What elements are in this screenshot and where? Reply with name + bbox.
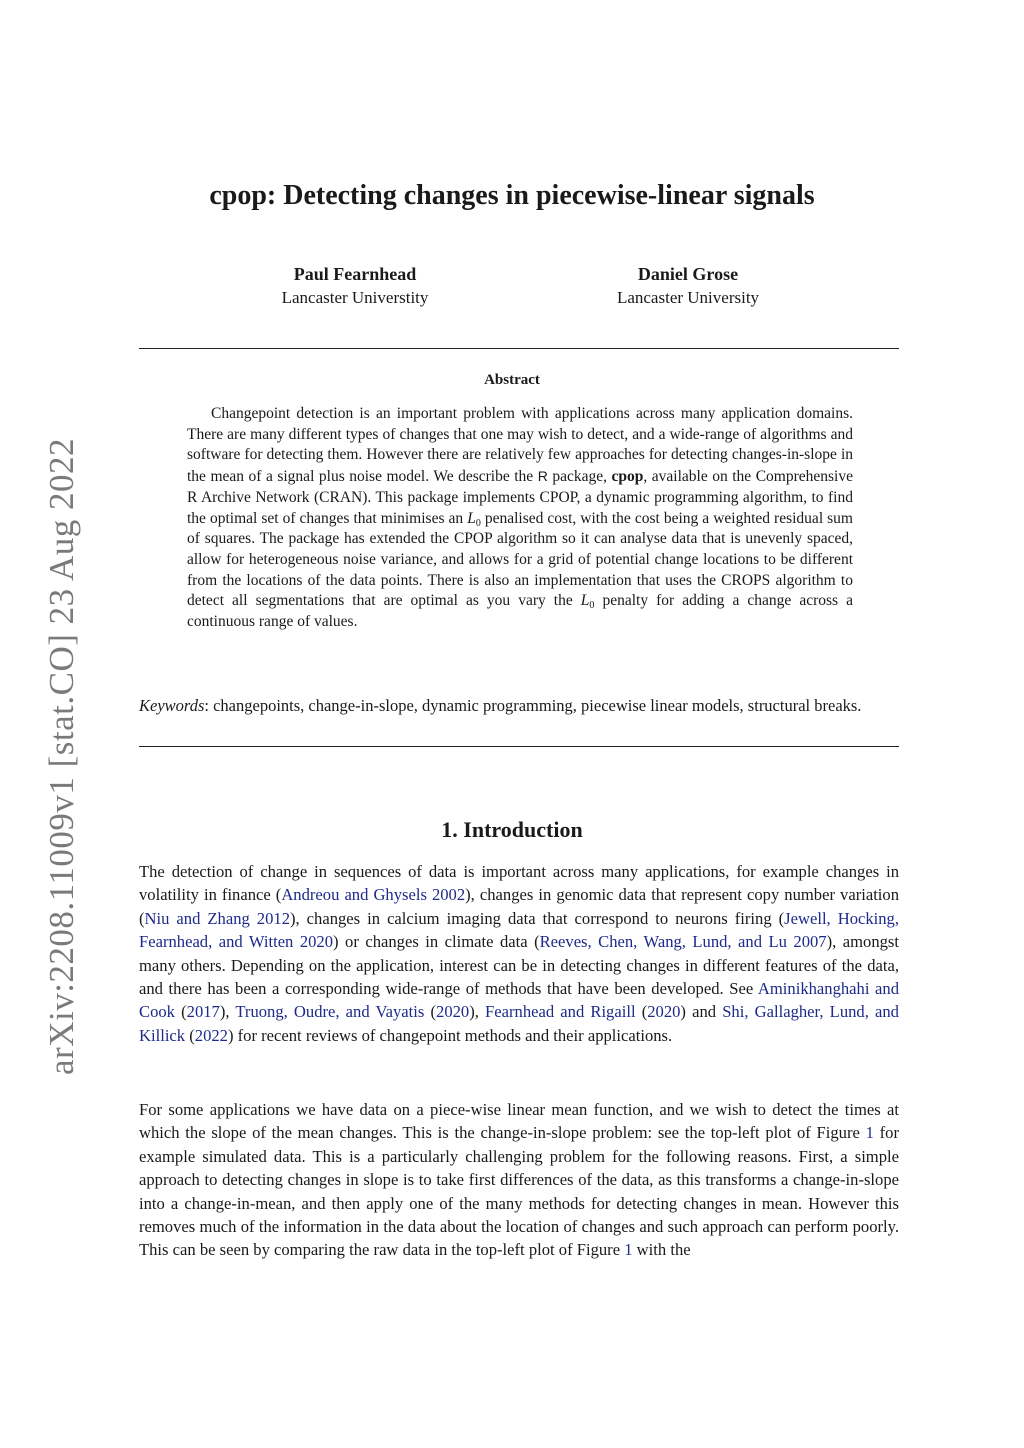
arxiv-side-stamp: arXiv:2208.11009v1 [stat.CO] 23 Aug 2022 <box>42 438 81 1075</box>
citation-link[interactable]: Jewell, Hocking, Fearnhead, and Witten 2020 <box>139 908 900 952</box>
citation-link[interactable]: Niu and Zhang 2012 <box>144 908 290 928</box>
math-l0: $L_0$ <box>467 509 481 529</box>
bottom-divider <box>139 746 899 747</box>
paper-title: cpop: Detecting changes in piecewise-linear signals <box>209 180 815 211</box>
citation-year-link[interactable]: 2020 <box>436 1002 470 1022</box>
figure-reference-link[interactable]: 1 <box>624 1240 633 1260</box>
citation-link[interactable]: Fearnhead and Rigaill <box>485 1002 636 1022</box>
body-paragraph: The detection of change in sequences of data is important across many applications, for example changes in volatility in finance (Andreou and Ghysels 2002), changes in genomic data that represent copy number variation (Niu and Zhang 2012), changes in calcium imaging data that correspond to neurons firing (Jewell, Hocking, Fearnhead, and Witten 2020) or changes in climate data (Reeves, Chen, Wang, Lund, and Lu 2007), amongst many others. Depending on the application, interest can be in detecting changes in different features of the data, and there has been a corresponding wide-range of methods that have been developed. See Aminikhanghahi and Cook (2017), Truong, Oudre, and Vayatis (2020), Fearnhead and Rigaill (2020) and Shi, Gallagher, Lund, and Killick (2022) for recent reviews of changepoint methods and their applications. <box>139 862 900 1045</box>
author-affiliation: Lancaster University <box>616 288 760 307</box>
author-name: Daniel Grose <box>637 264 739 284</box>
citation-link[interactable]: Shi, Gallagher, Lund, and Killick <box>139 1002 899 1045</box>
citation-year-link[interactable]: 2022 <box>194 1025 228 1045</box>
author-affiliation: Lancaster Universtity <box>281 288 429 307</box>
abstract-heading: Abstract <box>484 372 540 388</box>
figure-reference-link[interactable]: 1 <box>865 1123 874 1143</box>
citation-link[interactable]: Reeves, Chen, Wang, Lund, and Lu 2007 <box>539 932 827 952</box>
abstract-text: Changepoint detection is an important problem with applications across many application domains. There are many different types of changes that one may wish to detect, and a wide-range of algorithms and software for detecting them. However there are relatively few approaches for detecting changes-in-slope in the mean of a signal plus noise model. We describe the R package, cpop, available on the Comprehensive R Archive Network (CRAN). This package implements CPOP, a dynamic programming algorithm, to find the optimal set of changes that minimises an $L_0$ penalised cost, with the cost being a weighted residual sum of squares. The package has extended the CPOP algorithm so it can analyse data that is unevenly spaced, allow for heterogeneous noise variance, and allows for a grid of potential change locations to be different from the locations of the data points. There is also an implementation that uses the CROPS algorithm to detect all segmentations that are optimal as you vary the $L_0$ penalty for adding a change across a continuous range of values. <box>187 405 853 631</box>
body-paragraph: For some applications we have data on a piece-wise linear mean function, and we wish to detect the times at which the slope of the mean changes. This is the change-in-slope problem: see the top-left plot of Figure 1 for example simulated data. This is a particularly challenging problem for the following reasons. First, a simple approach to detecting changes in slope is to take first differences of the data, as this transforms a change-in-slope into a change-in-mean, and then apply one of the many methods for detecting changes in mean. However this removes much of the information in the data about the location of changes and such approach can perform poorly. This can be seen by comparing the raw data in the top-left plot of Figure 1 with the <box>139 1100 899 1260</box>
citation-year-link[interactable]: 2020 <box>647 1002 681 1022</box>
package-name: cpop <box>611 468 644 486</box>
keywords-list: : changepoints, change-in-slope, dynamic programming, piecewise linear models, structural breaks. <box>204 696 862 715</box>
citation-year-link[interactable]: 2017 <box>186 1002 220 1022</box>
author-block <box>185 262 525 310</box>
keywords <box>139 694 899 717</box>
top-divider <box>139 348 899 349</box>
author-block <box>518 262 858 310</box>
citation-link[interactable]: Andreou and Ghysels 2002 <box>281 885 466 905</box>
math-l0: $L_0$ <box>580 592 595 612</box>
section-heading: 1. Introduction <box>441 817 583 842</box>
keywords-label: Keywords <box>139 696 205 715</box>
r-language-name: R <box>537 468 548 485</box>
author-name: Paul Fearnhead <box>293 264 417 284</box>
citation-link[interactable]: Aminikhanghahi and Cook <box>139 979 899 1022</box>
citation-link[interactable]: Truong, Oudre, and Vayatis <box>235 1002 425 1022</box>
